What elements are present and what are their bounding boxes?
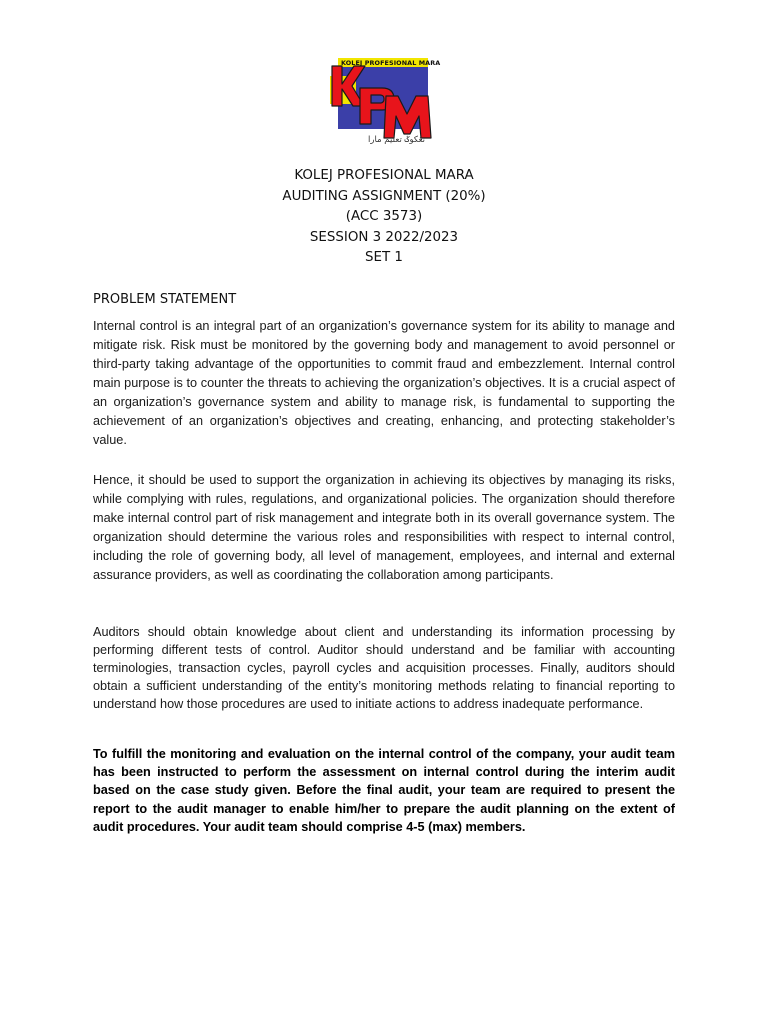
title-course-code: (ACC 3573): [345, 209, 423, 224]
paragraph-organization-objectives: Hence, it should be used to support the organization in achieving its objectives by managing its risks, while complying with rules, regulations, and organizational policies. The organization should therefore make internal control part of risk management and integrate both in its overall governance system. The organization should determine the various roles and responsibilities with respect to internal control, including the role of governing body, all level of management, employees, and internal and external assurance providers, as well as coordinating the collaboration among participants.: [93, 473, 675, 582]
logo-org-name: KOLEJ PROFESIONAL MARA: [341, 59, 441, 67]
title-session: SESSION 3 2022/2023: [309, 229, 459, 245]
title-institution: KOLEJ PROFESIONAL MARA: [294, 168, 474, 183]
problem-statement-heading: PROBLEM STATEMENT: [93, 292, 237, 307]
paragraph-internal-control: Internal control is an integral part of an organization’s governance system for its ability to manage and mitigate risk. Risk must be monitored by the governing body and management to avoid personnel or third-party taking advantage of the opportunities to commit fraud and embezzlement. Internal control main purpose is to counter the threats to achieving the organization’s objectives. It is a crucial aspect of an organization’s governance system and ability to manage risk, is fundamental to supporting the achievement of an organization’s objectives and creating, enhancing, and protecting stakeholder’s value.: [93, 319, 675, 447]
title-assignment: AUDITING ASSIGNMENT (20%): [282, 188, 486, 204]
logo-jawi-script: تڠكوݢ تعليم مارا: [368, 135, 426, 145]
kpm-logo: [330, 58, 441, 152]
title-set: SET 1: [365, 250, 403, 265]
document-title-block: [0, 166, 768, 269]
paragraph-auditors-knowledge: Auditors should obtain knowledge about client and understanding its information processing by performing different tests of control. Auditor should understand and be familiar with accounting terminologies, transaction cycles, payroll cycles and acquisition processes. Finally, auditors should obtain a sufficient understanding of the entity’s monitoring methods relating to financial reporting to understand how those procedures are used to initiate actions to address inadequate performance.: [93, 625, 675, 711]
paragraph-assignment-instructions: To fulfill the monitoring and evaluation on the internal control of the company, your audit team has been instructed to perform the assessment on internal control during the interim audit based on the case study given. Before the final audit, your team are required to present the report to the audit manager to enable him/her to prepare the audit planning on the extent of audit procedures. Your audit team should comprise 4-5 (max) members.: [93, 747, 675, 834]
